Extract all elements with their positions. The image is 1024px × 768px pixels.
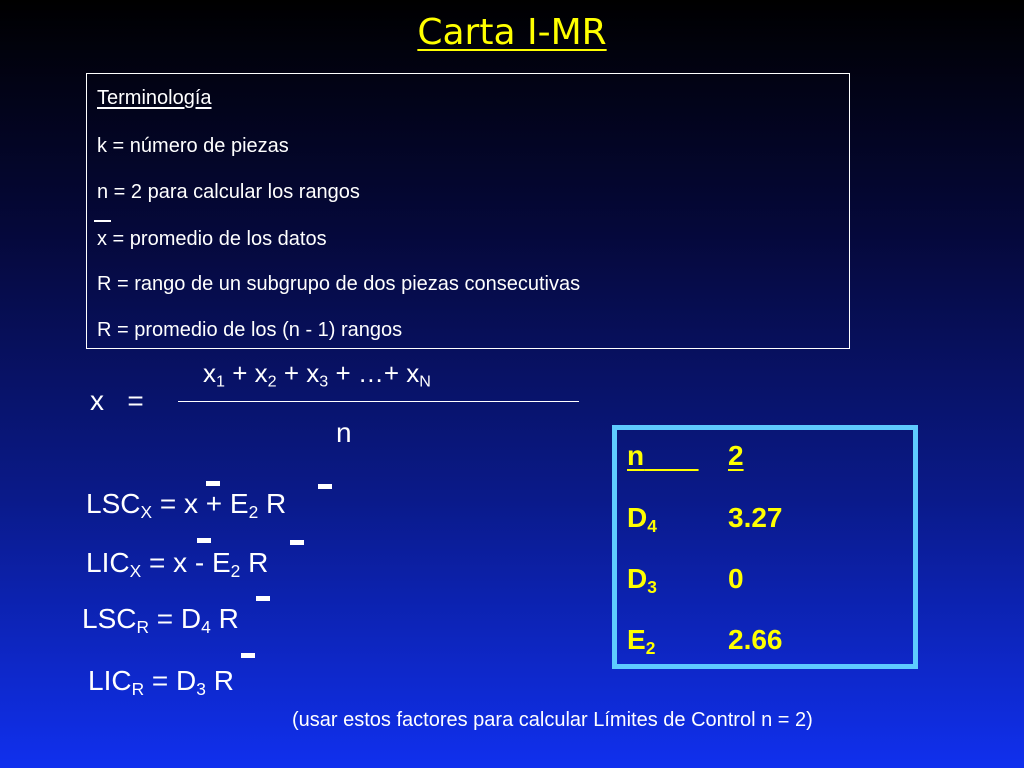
factor-d4-value: 3.27 — [728, 502, 783, 533]
terminology-heading: Terminología — [97, 87, 212, 109]
lic-r-formula: $LIC_R = D_3$ R — [88, 665, 234, 699]
r-bar-overline — [290, 540, 304, 545]
mean-denominator: n — [336, 417, 352, 448]
terminology-line-k: k = número de piezas — [97, 135, 289, 157]
factor-e2-symbol: $E_2$ — [627, 624, 656, 658]
lsc-r-formula: $LSC_R = D_4$ R — [82, 603, 239, 637]
slide-title: Carta I-MR — [417, 12, 607, 53]
terminology-line-rbar: R = promedio de los (n - 1) rangos — [97, 319, 403, 341]
mean-lhs: x = — [90, 385, 144, 416]
terminology-line-n: n = 2 para calcular los rangos — [97, 181, 360, 203]
factor-d3-symbol: $D_3$ — [627, 563, 657, 597]
terminology-line-r: R = rango de un subgrupo de dos piezas consecutivas — [97, 273, 581, 295]
factor-d3-value: 0 — [728, 563, 744, 594]
r-bar-overline — [256, 596, 270, 601]
factor-header-symbol: n — [627, 440, 645, 471]
r-bar-overline — [318, 484, 332, 489]
x-bar-overline — [197, 538, 211, 543]
factor-header-value: 2 — [728, 440, 744, 471]
mean-numerator: $x_1 + x_2 + x_3$ + …+ $x_N$ — [203, 358, 431, 391]
lsc-x-formula: $LSC_X = x + E_2$ R — [86, 488, 287, 522]
factors-note: (usar estos factores para calcular Límites de Control n = 2) — [292, 709, 813, 731]
factor-d4-symbol: $D_4$ — [627, 502, 657, 536]
fraction-line — [178, 401, 579, 402]
factors-box — [612, 425, 918, 669]
lic-x-formula: $LIC_X = x - E_2$ R — [86, 547, 269, 581]
x-bar-overline — [206, 481, 220, 486]
terminology-box — [86, 73, 850, 349]
terminology-line-xbar: x = promedio de los datos — [97, 228, 327, 250]
factor-e2-value: 2.66 — [728, 624, 783, 655]
r-bar-overline — [241, 653, 255, 658]
x-bar-overline — [94, 220, 111, 222]
